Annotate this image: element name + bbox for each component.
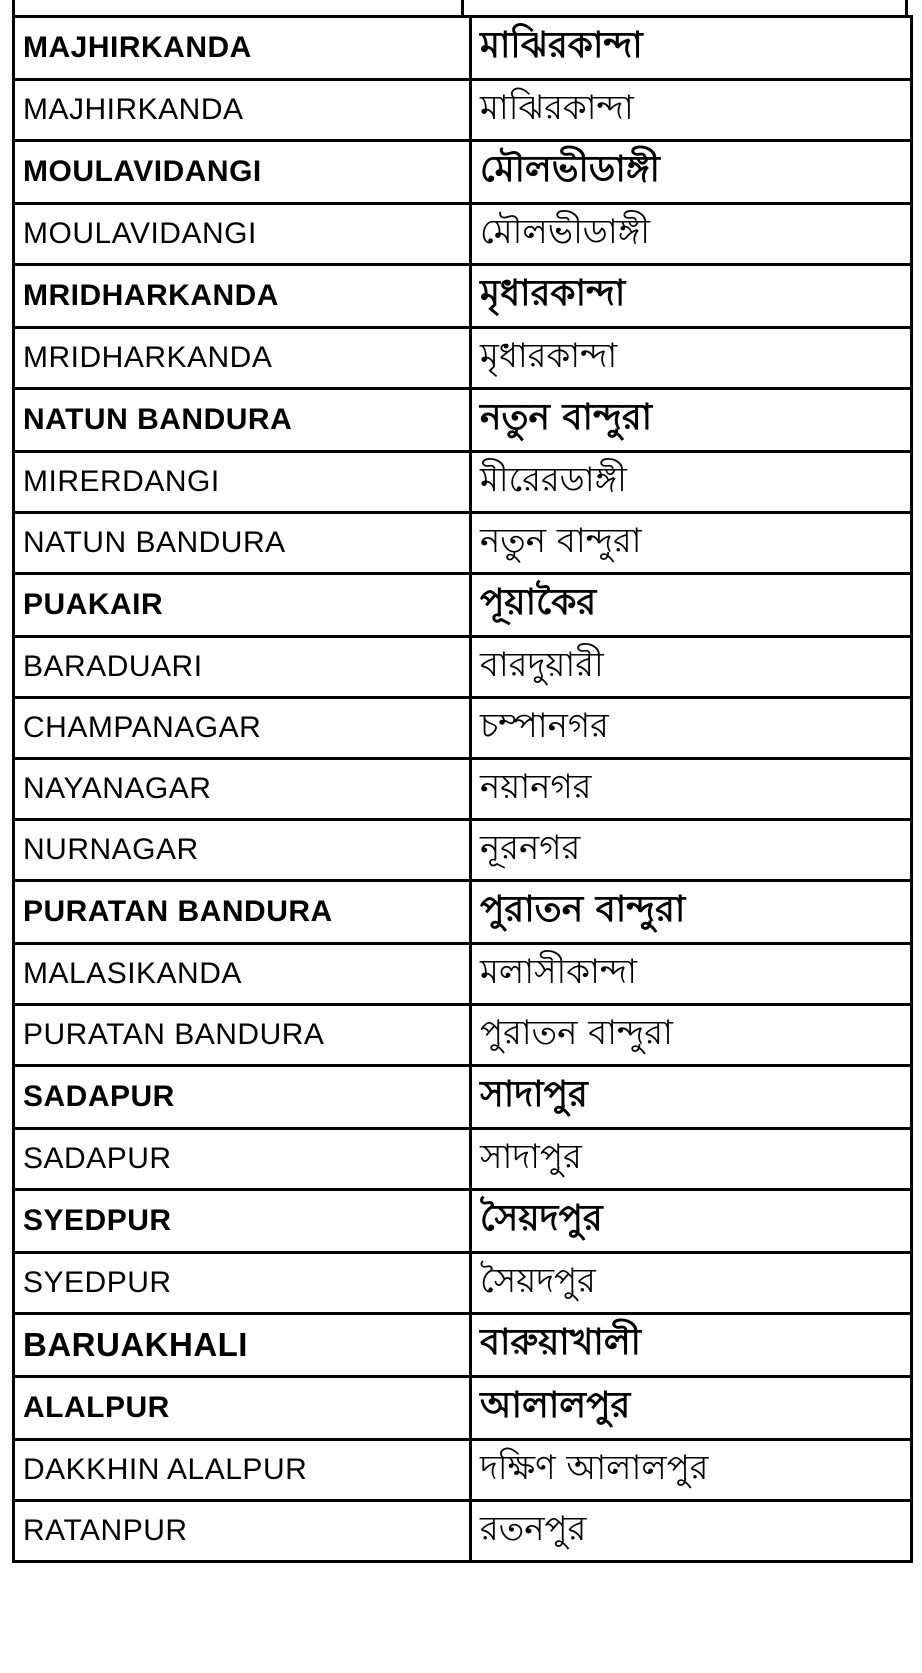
english-name-cell: MAJHIRKANDA	[14, 17, 471, 80]
table-row-heading	[14, 1066, 912, 1129]
table-row-heading	[14, 1190, 912, 1253]
english-name-cell: MRIDHARKANDA	[14, 328, 471, 389]
bengali-name-cell: সৈয়দপুর	[471, 1253, 912, 1314]
table-row-heading	[14, 1314, 912, 1377]
bengali-name-cell: সাদাপুর	[471, 1066, 912, 1129]
english-name-cell: SADAPUR	[14, 1129, 471, 1190]
english-name-cell: PURATAN BANDURA	[14, 1005, 471, 1066]
table-row	[14, 820, 912, 881]
bengali-name-cell: নয়ানগর	[471, 759, 912, 820]
english-name-cell: RATANPUR	[14, 1501, 471, 1562]
english-name-cell: NATUN BANDURA	[14, 513, 471, 574]
english-name-cell: MAJHIRKANDA	[14, 80, 471, 141]
bengali-name-cell: পুরাতন বান্দুরা	[471, 881, 912, 944]
bengali-name-cell: বারুয়াখালী	[471, 1314, 912, 1377]
bengali-name-cell: সাদাপুর	[471, 1129, 912, 1190]
table-row	[14, 1440, 912, 1501]
table-row-heading	[14, 574, 912, 637]
bengali-name-cell: পুরাতন বান্দুরা	[471, 1005, 912, 1066]
english-name-cell: ALALPUR	[14, 1377, 471, 1440]
cropped-top-row	[12, 0, 908, 15]
table-row-heading	[14, 1377, 912, 1440]
english-name-cell: SYEDPUR	[14, 1253, 471, 1314]
table-row-heading	[14, 881, 912, 944]
bengali-name-cell: নতুন বান্দুরা	[471, 513, 912, 574]
english-name-cell: PURATAN BANDURA	[14, 881, 471, 944]
table-row	[14, 698, 912, 759]
table-row	[14, 1129, 912, 1190]
table-row	[14, 80, 912, 141]
bengali-name-cell: বারদুয়ারী	[471, 637, 912, 698]
bengali-name-cell: চম্পানগর	[471, 698, 912, 759]
place-name-table	[12, 15, 913, 1563]
bengali-name-cell: মাঝিরকান্দা	[471, 80, 912, 141]
table-body	[14, 17, 912, 1562]
bengali-name-cell: মলাসীকান্দা	[471, 944, 912, 1005]
bengali-name-cell: আলালপুর	[471, 1377, 912, 1440]
english-name-cell: SADAPUR	[14, 1066, 471, 1129]
bengali-name-cell: মৌলভীডাঙ্গী	[471, 141, 912, 204]
bengali-name-cell: মৃধারকান্দা	[471, 328, 912, 389]
table-row	[14, 1253, 912, 1314]
english-name-cell: SYEDPUR	[14, 1190, 471, 1253]
table-row	[14, 637, 912, 698]
table-row	[14, 1501, 912, 1562]
bengali-name-cell: সৈয়দপুর	[471, 1190, 912, 1253]
table-row	[14, 944, 912, 1005]
english-name-cell: BARUAKHALI	[14, 1314, 471, 1377]
table-row	[14, 759, 912, 820]
english-name-cell: CHAMPANAGAR	[14, 698, 471, 759]
english-name-cell: MALASIKANDA	[14, 944, 471, 1005]
table-row-heading	[14, 141, 912, 204]
bengali-name-cell: রতনপুর	[471, 1501, 912, 1562]
english-name-cell: NURNAGAR	[14, 820, 471, 881]
table-row-heading	[14, 389, 912, 452]
bengali-name-cell: মৃধারকান্দা	[471, 265, 912, 328]
bengali-name-cell: পূয়াকৈর	[471, 574, 912, 637]
english-name-cell: MOULAVIDANGI	[14, 141, 471, 204]
column-divider	[461, 0, 464, 15]
table-row-heading	[14, 265, 912, 328]
english-name-cell: NATUN BANDURA	[14, 389, 471, 452]
table-row	[14, 452, 912, 513]
bengali-name-cell: মীরেরডাঙ্গী	[471, 452, 912, 513]
bengali-name-cell: নতুন বান্দুরা	[471, 389, 912, 452]
bengali-name-cell: মৌলভীডাঙ্গী	[471, 204, 912, 265]
bengali-name-cell: নূরনগর	[471, 820, 912, 881]
table-row-heading	[14, 17, 912, 80]
english-name-cell: MIRERDANGI	[14, 452, 471, 513]
table-row	[14, 204, 912, 265]
english-name-cell: MOULAVIDANGI	[14, 204, 471, 265]
english-name-cell: DAKKHIN ALALPUR	[14, 1440, 471, 1501]
bengali-name-cell: দক্ষিণ আলালপুর	[471, 1440, 912, 1501]
english-name-cell: PUAKAIR	[14, 574, 471, 637]
english-name-cell: NAYANAGAR	[14, 759, 471, 820]
bengali-name-cell: মাঝিরকান্দা	[471, 17, 912, 80]
english-name-cell: MRIDHARKANDA	[14, 265, 471, 328]
english-name-cell: BARADUARI	[14, 637, 471, 698]
table-row	[14, 328, 912, 389]
table-row	[14, 513, 912, 574]
table-row	[14, 1005, 912, 1066]
